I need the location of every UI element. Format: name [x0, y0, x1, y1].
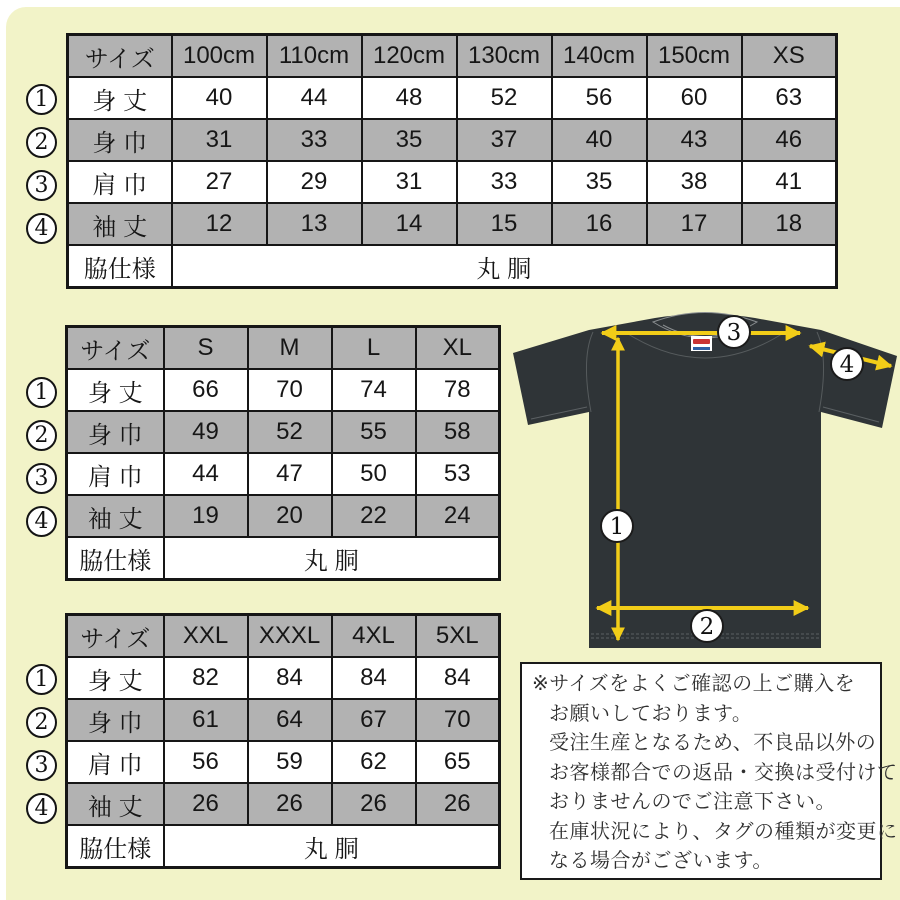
- cell: 37: [457, 119, 552, 161]
- circled-number-4: 4: [26, 506, 57, 537]
- cell: 47: [248, 453, 332, 495]
- circled-number-3: 3: [26, 750, 57, 781]
- cell: 61: [164, 699, 248, 741]
- cell: 70: [416, 699, 500, 741]
- note-line: 受注生産となるため、不良品以外の: [549, 732, 877, 754]
- tshirt-measurement-diagram: [505, 308, 900, 660]
- cell: 64: [248, 699, 332, 741]
- cell: 52: [248, 411, 332, 453]
- row-label: 肩 巾: [67, 741, 164, 783]
- svg-text:1: 1: [609, 514, 625, 540]
- size-table-s-xl: [65, 325, 501, 581]
- cell: 82: [164, 657, 248, 699]
- header-cell: M: [248, 327, 332, 370]
- header-cell: XXXL: [248, 615, 332, 658]
- svg-text:4: 4: [839, 352, 855, 378]
- cell: 74: [332, 369, 416, 411]
- tshirt-right-sleeve: [821, 330, 897, 428]
- circled-number-4: 4: [26, 793, 57, 824]
- cell: 59: [248, 741, 332, 783]
- header-cell: サイズ: [67, 327, 164, 370]
- table-footer-row: [67, 537, 500, 580]
- cell: 65: [416, 741, 500, 783]
- cell: 78: [416, 369, 500, 411]
- cell: 84: [248, 657, 332, 699]
- cell: 26: [332, 783, 416, 825]
- table-row-sleeve-length: [67, 495, 500, 537]
- cell: 84: [332, 657, 416, 699]
- table-row-shoulder-width: [67, 741, 500, 783]
- cell: 19: [164, 495, 248, 537]
- circled-number-2: 2: [26, 707, 57, 738]
- header-cell: 150cm: [647, 35, 742, 78]
- row-label: 身 丈: [68, 77, 172, 119]
- cell: 18: [742, 203, 837, 245]
- cell: 14: [362, 203, 457, 245]
- header-cell: 5XL: [416, 615, 500, 658]
- cell-side-spec: 丸 胴: [164, 537, 500, 580]
- cell: 12: [172, 203, 267, 245]
- row-label: 脇仕様: [68, 245, 172, 288]
- cell: 24: [416, 495, 500, 537]
- row-label: 身 丈: [67, 657, 164, 699]
- cell: 60: [647, 77, 742, 119]
- cell: 63: [742, 77, 837, 119]
- cell: 40: [552, 119, 647, 161]
- cell: 50: [332, 453, 416, 495]
- circled-number-3: 3: [26, 463, 57, 494]
- cell: 35: [362, 119, 457, 161]
- cell: 58: [416, 411, 500, 453]
- table-row-sleeve-length: [68, 203, 837, 245]
- circled-number-2: 2: [26, 420, 57, 451]
- row-label: 身 巾: [67, 411, 164, 453]
- header-cell: XL: [416, 327, 500, 370]
- cell: 27: [172, 161, 267, 203]
- table-footer-row: [68, 245, 837, 288]
- cell: 66: [164, 369, 248, 411]
- svg-text:3: 3: [726, 320, 742, 346]
- header-cell: 140cm: [552, 35, 647, 78]
- cell: 56: [552, 77, 647, 119]
- header-cell: L: [332, 327, 416, 370]
- cell: 41: [742, 161, 837, 203]
- cell: 31: [362, 161, 457, 203]
- table-row-shoulder-width: [67, 453, 500, 495]
- table-row-body-length: [68, 77, 837, 119]
- table-row-body-length: [67, 369, 500, 411]
- row-label: 身 巾: [67, 699, 164, 741]
- cell: 49: [164, 411, 248, 453]
- cell: 48: [362, 77, 457, 119]
- note-line: なる場合がございます。: [549, 850, 773, 872]
- header-cell: 120cm: [362, 35, 457, 78]
- table-header-row: [67, 327, 500, 370]
- cell: 55: [332, 411, 416, 453]
- row-label: 脇仕様: [67, 537, 164, 580]
- header-cell: 100cm: [172, 35, 267, 78]
- circled-number-1: 1: [26, 664, 57, 695]
- cell: 44: [164, 453, 248, 495]
- size-table-xxl-5xl: [65, 613, 501, 869]
- cell: 26: [248, 783, 332, 825]
- row-label: 袖 丈: [67, 495, 164, 537]
- cell: 13: [267, 203, 362, 245]
- cell: 43: [647, 119, 742, 161]
- row-label: 脇仕様: [67, 825, 164, 868]
- header-cell: XXL: [164, 615, 248, 658]
- table-row-body-width: [67, 699, 500, 741]
- table-row-shoulder-width: [68, 161, 837, 203]
- cell: 33: [267, 119, 362, 161]
- table-row-body-width: [67, 411, 500, 453]
- row-label: 身 巾: [68, 119, 172, 161]
- row-label: 身 丈: [67, 369, 164, 411]
- circled-number-1: 1: [26, 377, 57, 408]
- cell-side-spec: 丸 胴: [172, 245, 837, 288]
- circled-number-1: 1: [26, 84, 57, 115]
- tshirt-left-sleeve: [513, 330, 589, 425]
- brand-tag-stripe: [693, 347, 710, 350]
- table-header-row: [68, 35, 837, 78]
- diagram-circled-number-4: [831, 348, 863, 380]
- svg-text:2: 2: [699, 614, 715, 640]
- table-header-row: [67, 615, 500, 658]
- table-row-body-width: [68, 119, 837, 161]
- diagram-circled-number-2: [691, 610, 723, 642]
- row-label: 肩 巾: [67, 453, 164, 495]
- cell: 35: [552, 161, 647, 203]
- table-row-sleeve-length: [67, 783, 500, 825]
- table-footer-row: [67, 825, 500, 868]
- cell: 31: [172, 119, 267, 161]
- brand-tag-logo: [693, 339, 710, 344]
- cell: 70: [248, 369, 332, 411]
- cell: 84: [416, 657, 500, 699]
- diagram-circled-number-3: [718, 316, 750, 348]
- cell: 40: [172, 77, 267, 119]
- cell: 17: [647, 203, 742, 245]
- header-cell: サイズ: [68, 35, 172, 78]
- header-cell: 130cm: [457, 35, 552, 78]
- diagram-circled-number-1: [601, 510, 633, 542]
- cell: 44: [267, 77, 362, 119]
- cell-side-spec: 丸 胴: [164, 825, 500, 868]
- cell: 52: [457, 77, 552, 119]
- row-label: 肩 巾: [68, 161, 172, 203]
- cell: 33: [457, 161, 552, 203]
- cell: 53: [416, 453, 500, 495]
- cell: 22: [332, 495, 416, 537]
- note-line: お客様都合での返品・交換は受付けて: [549, 761, 898, 784]
- purchase-note-box: [520, 662, 898, 880]
- cell: 26: [164, 783, 248, 825]
- note-line: ※サイズをよくご確認の上ご購入を: [532, 673, 856, 695]
- cell: 26: [416, 783, 500, 825]
- header-cell: 110cm: [267, 35, 362, 78]
- header-cell: S: [164, 327, 248, 370]
- note-line: おりませんのでご注意下さい。: [549, 791, 836, 813]
- header-cell: XS: [742, 35, 837, 78]
- circled-number-2: 2: [26, 127, 57, 158]
- cell: 38: [647, 161, 742, 203]
- header-cell: 4XL: [332, 615, 416, 658]
- header-cell: サイズ: [67, 615, 164, 658]
- cell: 46: [742, 119, 837, 161]
- row-label: 袖 丈: [68, 203, 172, 245]
- cell: 29: [267, 161, 362, 203]
- note-line: 在庫状況により、タグの種類が変更に: [549, 820, 898, 843]
- cell: 15: [457, 203, 552, 245]
- note-line: お願いしております。: [549, 702, 753, 725]
- table-row-body-length: [67, 657, 500, 699]
- cell: 62: [332, 741, 416, 783]
- circled-number-4: 4: [26, 213, 57, 244]
- cell: 67: [332, 699, 416, 741]
- circled-number-3: 3: [26, 170, 57, 201]
- row-label: 袖 丈: [67, 783, 164, 825]
- cell: 20: [248, 495, 332, 537]
- size-table-kids-xs: [66, 33, 838, 289]
- tshirt-body: [589, 314, 821, 648]
- cell: 16: [552, 203, 647, 245]
- cell: 56: [164, 741, 248, 783]
